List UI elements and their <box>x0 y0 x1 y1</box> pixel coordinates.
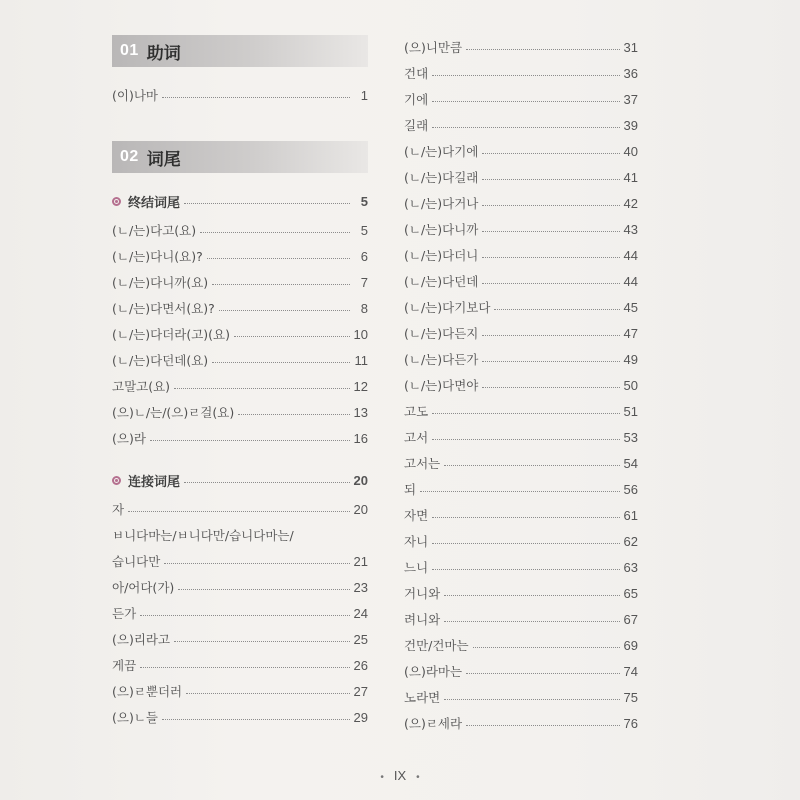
entry-label: (ㄴ/는)다더라(고)(요) <box>112 327 230 342</box>
entry-page-number: 40 <box>623 143 638 159</box>
entry-page-number: 8 <box>360 300 368 316</box>
entry-label: (으)라마는 <box>404 664 463 679</box>
entry-page-number: 67 <box>623 611 638 627</box>
entry-page-number: 16 <box>353 430 368 446</box>
dot-leader <box>432 516 619 518</box>
toc-entry[interactable] <box>404 373 638 397</box>
dot-leader <box>494 308 619 310</box>
entry-page-number: 37 <box>623 91 638 107</box>
entry-page-number: 6 <box>360 248 368 264</box>
entry-page-number: 1 <box>360 87 368 103</box>
entry-label: (ㄴ/는)다니까 <box>404 222 479 237</box>
entry-label: 건대 <box>404 66 429 81</box>
entry-label: 고도 <box>404 404 429 419</box>
entry-page-number: 24 <box>353 605 368 621</box>
toc-entry[interactable] <box>112 218 368 242</box>
entry-page-number: 11 <box>354 352 368 368</box>
entry-label: (ㄴ/는)다던데(요) <box>112 353 209 368</box>
dot-leader <box>444 620 619 622</box>
entry-page-number: 27 <box>353 683 368 699</box>
dot-leader <box>420 490 619 492</box>
entry-label: (ㄴ/는)다기보다 <box>404 300 491 315</box>
toc-entry[interactable] <box>404 399 638 423</box>
toc-entry[interactable] <box>112 400 368 424</box>
circle-bullet-icon <box>112 476 121 485</box>
toc-entry[interactable] <box>112 322 368 346</box>
entry-page-number: 12 <box>353 378 368 394</box>
entry-page-number: 54 <box>623 455 638 471</box>
entry-page-number: 20 <box>353 472 368 488</box>
entry-page-number: 63 <box>623 559 638 575</box>
entry-page-number: 51 <box>623 403 638 419</box>
entry-page-number: 74 <box>623 663 638 679</box>
toc-entry[interactable] <box>112 244 368 268</box>
dot-leader <box>234 335 350 337</box>
entry-label: 고말고(요) <box>112 379 171 394</box>
entry-label: 자 <box>112 502 125 517</box>
entry-label: (으)리라고 <box>112 632 171 647</box>
toc-entry[interactable] <box>112 653 368 677</box>
dot-leader <box>162 96 350 98</box>
entry-label: (ㄴ/는)다더니 <box>404 248 479 263</box>
toc-entry[interactable] <box>404 529 638 553</box>
entry-label: 든가 <box>112 606 137 621</box>
entry-page-number: 23 <box>353 579 368 595</box>
toc-entry[interactable] <box>404 295 638 319</box>
entry-label: (으)ㄹ뿐더러 <box>112 684 183 699</box>
entry-page-number: 21 <box>353 553 368 569</box>
entry-label: (ㄴ/는)다면서(요)? <box>112 301 215 316</box>
toc-entry[interactable] <box>404 685 638 709</box>
entry-page-number: 69 <box>623 637 638 653</box>
entry-page-number: 42 <box>623 195 638 211</box>
toc-entry[interactable] <box>404 503 638 527</box>
entry-label: 려니와 <box>404 612 441 627</box>
dot-leader <box>482 178 619 180</box>
entry-page-number: 26 <box>353 657 368 673</box>
toc-entry[interactable] <box>404 555 638 579</box>
dot-leader <box>164 562 349 564</box>
toc-entry[interactable] <box>404 581 638 605</box>
entry-label: 거니와 <box>404 586 441 601</box>
dot-leader <box>140 666 349 668</box>
dot-leader <box>432 542 619 544</box>
dot-leader <box>432 438 619 440</box>
dot-leader <box>482 360 619 362</box>
entry-label: (이)나마 <box>112 88 158 103</box>
dot-leader <box>212 283 350 285</box>
toc-entry[interactable] <box>112 83 368 107</box>
section-number: 01 <box>120 42 139 59</box>
entry-label: (으)라 <box>112 431 146 446</box>
toc-entry[interactable] <box>404 139 638 163</box>
entry-page-number: 76 <box>623 715 638 731</box>
entry-page-number: 62 <box>623 533 638 549</box>
entry-page-number: 50 <box>623 377 638 393</box>
toc-entry[interactable] <box>404 607 638 631</box>
circle-bullet-icon <box>112 197 121 206</box>
toc-entry[interactable] <box>404 451 638 475</box>
dot-leader <box>466 724 619 726</box>
dot-leader <box>432 412 619 414</box>
entry-page-number: 5 <box>360 222 368 238</box>
entry-label: (ㄴ/는)다든지 <box>404 326 479 341</box>
entry-page-number: 75 <box>623 689 638 705</box>
toc-entry[interactable] <box>112 627 368 651</box>
toc-entry[interactable] <box>112 497 368 521</box>
page-number-roman: IX <box>393 768 407 783</box>
dot-leader <box>432 568 619 570</box>
toc-entry[interactable] <box>404 87 638 111</box>
entry-label: 건만/건마는 <box>404 638 469 653</box>
entry-label: (ㄴ/는)다니까(요) <box>112 275 209 290</box>
dot-leader <box>186 692 349 694</box>
dot-leader <box>432 74 619 76</box>
entry-label: 终结词尾 <box>128 195 181 211</box>
dot-leader <box>207 257 350 259</box>
toc-entry[interactable] <box>404 477 638 501</box>
toc-entry[interactable] <box>112 348 368 372</box>
entry-page-number: 13 <box>353 404 368 420</box>
dot-leader <box>482 204 619 206</box>
entry-label: 기에 <box>404 92 429 107</box>
entry-page-number: 61 <box>623 507 638 523</box>
toc-entry[interactable] <box>112 705 368 729</box>
entry-page-number: 36 <box>623 65 638 81</box>
entry-page-number: 49 <box>623 351 638 367</box>
dot-leader <box>482 334 619 336</box>
entry-label: (ㄴ/는)다든가 <box>404 352 479 367</box>
entry-label: 아/어다(가) <box>112 580 175 595</box>
toc-entry[interactable] <box>112 549 368 573</box>
dot-leader <box>178 588 349 590</box>
dot-leader <box>444 698 619 700</box>
entry-label: 길래 <box>404 118 429 133</box>
entry-page-number: 44 <box>623 273 638 289</box>
dot-leader <box>432 100 619 102</box>
entry-page-number: 39 <box>623 117 638 133</box>
toc-entry[interactable] <box>404 165 638 189</box>
toc-entry[interactable] <box>404 321 638 345</box>
entry-label: (ㄴ/는)다기에 <box>404 144 479 159</box>
toc-entry[interactable] <box>112 601 368 625</box>
entry-page-number: 41 <box>623 169 638 185</box>
dot-leader <box>482 282 619 284</box>
toc-entry[interactable] <box>404 711 638 735</box>
dot-leader <box>482 230 619 232</box>
entry-page-number: 20 <box>353 501 368 517</box>
dot-leader <box>466 672 619 674</box>
entry-page-number: 5 <box>360 193 368 209</box>
toc-entry[interactable] <box>404 347 638 371</box>
entry-label: 고서는 <box>404 456 441 471</box>
section-header-01 <box>112 35 368 67</box>
toc-entry[interactable] <box>112 374 368 398</box>
dot-leader <box>162 718 350 720</box>
entry-label: 되 <box>404 482 417 497</box>
toc-entry[interactable] <box>404 659 638 683</box>
entry-label: 자면 <box>404 508 429 523</box>
entry-label: (ㄴ/는)다길래 <box>404 170 479 185</box>
toc-entry[interactable] <box>112 679 368 703</box>
entry-label: (으)니만큼 <box>404 40 463 55</box>
entry-page-number: 56 <box>623 481 638 497</box>
entry-page-number: 44 <box>623 247 638 263</box>
toc-entry[interactable] <box>112 523 368 547</box>
toc-entry[interactable] <box>404 633 638 657</box>
entry-label: 자니 <box>404 534 429 549</box>
dot-leader <box>174 387 349 389</box>
page-folio <box>0 768 800 783</box>
toc-entry[interactable] <box>112 575 368 599</box>
entry-label: 고서 <box>404 430 429 445</box>
toc-entry[interactable] <box>404 217 638 241</box>
dot-leader <box>482 386 619 388</box>
toc-entry[interactable] <box>112 296 368 320</box>
toc-entry[interactable] <box>404 191 638 215</box>
dot-leader <box>482 256 619 258</box>
entry-label: (ㄴ/는)다면야 <box>404 378 479 393</box>
dot-leader <box>466 48 619 50</box>
entry-label: (으)ㄹ세라 <box>404 716 463 731</box>
entry-page-number: 25 <box>353 631 368 647</box>
toc-subsection-entry[interactable] <box>112 468 368 492</box>
entry-label: 连接词尾 <box>128 474 181 490</box>
dot-leader <box>219 309 350 311</box>
entry-label: ㅂ니다마는/ㅂ니다만/습니다마는/ <box>112 528 294 543</box>
entry-label: 습니다만 <box>112 554 161 569</box>
entry-page-number: 29 <box>353 709 368 725</box>
dot-leader <box>184 202 350 204</box>
toc-entry[interactable] <box>404 243 638 267</box>
toc-entry[interactable] <box>112 426 368 450</box>
folio-dot-icon: • <box>380 772 384 783</box>
entry-label: (으)ㄴ/는/(으)ㄹ걸(요) <box>112 405 235 420</box>
dot-leader <box>212 361 350 363</box>
entry-page-number: 43 <box>623 221 638 237</box>
dot-leader <box>184 481 350 483</box>
dot-leader <box>444 464 619 466</box>
entry-page-number: 7 <box>360 274 368 290</box>
entry-label: (ㄴ/는)다니(요)? <box>112 249 203 264</box>
entry-label: (ㄴ/는)다거나 <box>404 196 479 211</box>
entry-page-number: 53 <box>623 429 638 445</box>
section-number: 02 <box>120 148 139 165</box>
folio-dot-icon: • <box>416 772 420 783</box>
toc-subsection-entry[interactable] <box>112 189 368 213</box>
entry-label: 게끔 <box>112 658 137 673</box>
dot-leader <box>444 594 619 596</box>
entry-label: (ㄴ/는)다고(요) <box>112 223 197 238</box>
toc-entry[interactable] <box>404 61 638 85</box>
dot-leader <box>238 413 349 415</box>
dot-leader <box>473 646 620 648</box>
dot-leader <box>150 439 350 441</box>
dot-leader <box>482 152 619 154</box>
dot-leader <box>140 614 349 616</box>
entry-page-number: 47 <box>623 325 638 341</box>
toc-entry[interactable] <box>404 35 638 59</box>
section-title: 词尾 <box>146 149 181 170</box>
toc-entry[interactable] <box>404 269 638 293</box>
entry-page-number: 45 <box>623 299 638 315</box>
entry-page-number: 65 <box>623 585 638 601</box>
entry-label: (으)ㄴ들 <box>112 710 158 725</box>
dot-leader <box>128 510 349 512</box>
entry-label: 노라면 <box>404 690 441 705</box>
toc-entry[interactable] <box>112 270 368 294</box>
dot-leader <box>174 640 349 642</box>
toc-entry[interactable] <box>404 113 638 137</box>
section-header-02 <box>112 141 368 173</box>
entry-label: 느니 <box>404 560 429 575</box>
entry-label: (ㄴ/는)다던데 <box>404 274 479 289</box>
toc-entry[interactable] <box>404 425 638 449</box>
dot-leader <box>200 231 350 233</box>
dot-leader <box>432 126 619 128</box>
entry-page-number: 10 <box>353 326 368 342</box>
entry-page-number: 31 <box>623 39 638 55</box>
section-title: 助词 <box>146 43 181 64</box>
